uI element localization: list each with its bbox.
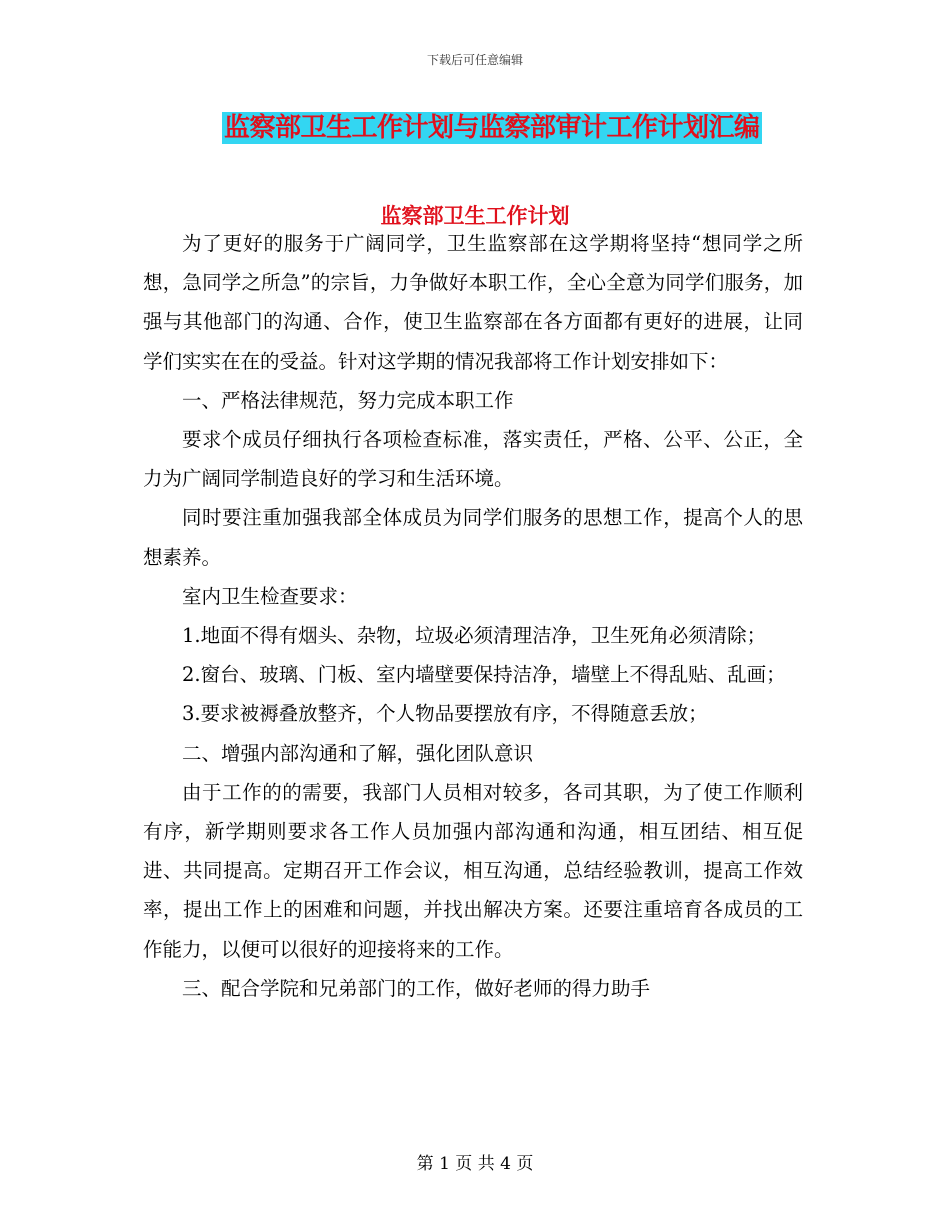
- list-item: 2.窗台、玻璃、门板、室内墙壁要保持洁净，墙壁上不得乱贴、乱画；: [182, 663, 786, 687]
- list-heading: 室内卫生检查要求：: [182, 584, 358, 608]
- heading-1: 一、严格法律规范，努力完成本职工作: [182, 388, 514, 412]
- paragraph: 由于工作的的需要，我部门人员相对较多，各司其职，为了使工作顺利有序，新学期则要求各工作人员加强内部沟通和沟通，相互团结、相互促进、共同提高。定期召开工作会议，相互沟通，总结经验教训，提高工作效率，提出工作上的困难和问题，并找出解决方案。还要注重培育各成员的工作能力，以便可以很好的迎接将来的工作。: [143, 780, 803, 961]
- heading-2: 二、增强内部沟通和了解，强化团队意识: [182, 741, 534, 765]
- document-title: 监察部卫生工作计划与监察部审计工作计划汇编: [224, 113, 760, 143]
- list-item: 1.地面不得有烟头、杂物，垃圾必须清理洁净，卫生死角必须清除；: [182, 624, 767, 648]
- paragraph: 要求个成员仔细执行各项检查标准，落实责任，严格、公平、公正，全力为广阔同学制造良好的学习和生活环境。: [143, 428, 803, 491]
- page-number-footer: 第 1 页 共 4 页: [416, 1154, 534, 1174]
- section-title: 监察部卫生工作计划: [380, 204, 570, 228]
- document-body: [143, 224, 803, 1008]
- header-note: 下载后可任意编辑: [426, 53, 523, 67]
- heading-3: 三、配合学院和兄弟部门的工作，做好老师的得力助手: [182, 976, 651, 1000]
- list-item: 3.要求被褥叠放整齐，个人物品要摆放有序，不得随意丢放；: [182, 702, 708, 726]
- paragraph: 同时要注重加强我部全体成员为同学们服务的思想工作，提高个人的思想素养。: [143, 506, 803, 569]
- paragraph-intro: 为了更好的服务于广阔同学，卫生监察部在这学期将坚持“想同学之所想，急同学之所急”的宗旨，力争做好本职工作，全心全意为同学们服务，加强与其他部门的沟通、合作，使卫生监察部在各方面都有更好的进展，让同学们实实在在的受益。针对这学期的情况我部将工作计划安排如下：: [143, 232, 803, 373]
